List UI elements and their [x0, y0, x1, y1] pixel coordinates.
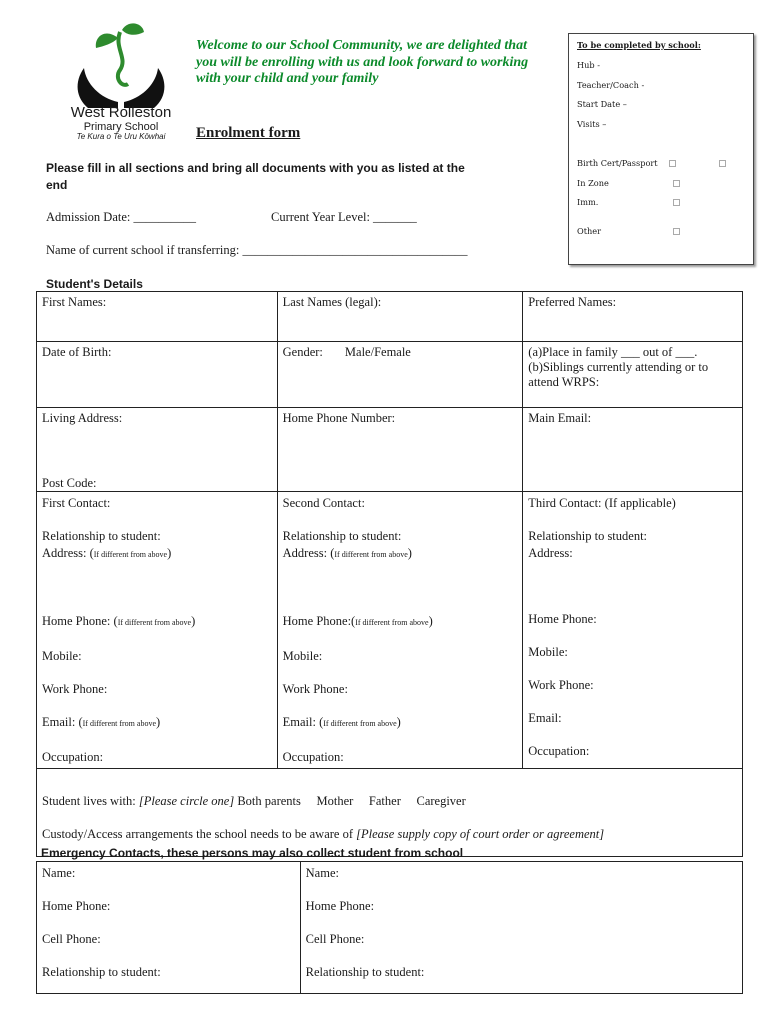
other-checkbox[interactable]	[673, 228, 680, 235]
relationship-label: Relationship to student:	[42, 529, 161, 543]
address-label: Address:	[528, 545, 573, 560]
last-names-cell[interactable]: Last Names (legal):	[277, 292, 523, 342]
hub-label: Hub -	[577, 60, 601, 70]
form-title: Enrolment form	[196, 125, 301, 141]
in-zone-label: In Zone	[577, 178, 609, 188]
custody-line: Custody/Access arrangements the school needs to be aware of [Please supply copy of court order or agreement]	[42, 827, 605, 841]
relationship-label: Relationship to student:	[42, 965, 161, 979]
work-phone-label: Work Phone:	[42, 681, 108, 696]
living-arrangements-cell[interactable]	[37, 769, 743, 857]
relationship-label: Relationship to student:	[282, 529, 402, 543]
plant-hands-icon	[56, 18, 186, 118]
imm-label: Imm.	[577, 197, 599, 207]
logo-motto: Te Kura o Te Uru Kōwhai	[76, 132, 166, 141]
gender-options[interactable]: Male/Female	[344, 345, 411, 359]
cell-phone-label: Cell Phone:	[42, 932, 101, 946]
emergency-contact-2[interactable]	[300, 862, 742, 994]
contact-heading: First Contact:	[42, 496, 111, 510]
home-phone-label: Home Phone:	[42, 899, 111, 913]
year-level-field[interactable]: Current Year Level: _______	[271, 210, 417, 224]
imm-checkbox[interactable]	[673, 199, 680, 206]
main-email-cell[interactable]: Main Email:	[523, 408, 743, 492]
home-phone-label: Home Phone:	[528, 611, 597, 626]
contact-heading: Second Contact:	[282, 496, 365, 510]
siblings: (b)Siblings currently attending or to attend WRPS:	[528, 360, 709, 389]
first-contact-cell[interactable]	[37, 492, 278, 769]
dob-cell[interactable]: Date of Birth:	[37, 342, 278, 408]
logo-name: West Rolleston	[70, 104, 172, 121]
school-logo	[56, 18, 186, 148]
work-phone-label: Work Phone:	[282, 681, 348, 696]
name-label: Name:	[305, 866, 339, 880]
email-label: Email: (If different from above)	[282, 714, 401, 729]
home-phone-label: Home Phone: (If different from above)	[42, 613, 196, 628]
address-label: Address: (If different from above)	[282, 545, 412, 560]
mobile-label: Mobile:	[42, 648, 82, 663]
teacher-label: Teacher/Coach -	[577, 80, 645, 90]
third-contact-cell[interactable]	[523, 492, 743, 769]
first-names-cell[interactable]: First Names:	[37, 292, 278, 342]
email-label: Email: (If different from above)	[42, 714, 161, 729]
birth-cert-label: Birth Cert/Passport	[577, 158, 658, 168]
start-date-label: Start Date –	[577, 99, 627, 109]
home-phone-cell[interactable]: Home Phone Number:	[277, 408, 523, 492]
visits-label: Visits –	[577, 119, 607, 129]
school-use-box	[568, 33, 754, 265]
lives-with-line: Student lives with: [Please circle one] Both parents Mother Father Caregiver	[42, 794, 466, 808]
home-phone-label: Home Phone:(If different from above)	[282, 613, 433, 628]
second-contact-cell[interactable]	[277, 492, 523, 769]
occupation-label: Occupation:	[282, 749, 344, 764]
emergency-heading: Emergency Contacts, these persons may also collect student from school	[41, 846, 464, 860]
current-school-field[interactable]: Name of current school if transferring: ____________________________________	[46, 243, 468, 257]
occupation-label: Occupation:	[42, 749, 104, 764]
birth-cert-checkbox[interactable]	[669, 160, 676, 167]
other-label: Other	[577, 226, 602, 236]
email-label: Email:	[528, 710, 562, 725]
instructions: Please fill in all sections and bring all documents with you as listed at the end	[46, 161, 465, 192]
occupation-label: Occupation:	[528, 743, 590, 758]
post-code-label: Post Code:	[42, 476, 97, 490]
school-box-heading: To be completed by school:	[577, 40, 701, 50]
emergency-contacts-table	[36, 861, 743, 994]
gender-cell[interactable]	[277, 342, 523, 408]
living-address-label: Living Address:	[42, 411, 123, 425]
name-label: Name:	[42, 866, 76, 880]
extra-checkbox[interactable]	[719, 160, 726, 167]
logo-subtitle: Primary School	[83, 121, 159, 133]
relationship-label: Relationship to student:	[305, 965, 425, 979]
emergency-contact-1[interactable]	[37, 862, 301, 994]
gender-label: Gender:	[282, 345, 323, 359]
address-cell[interactable]	[37, 408, 278, 492]
students-details-heading: Student's Details	[46, 277, 143, 291]
mobile-label: Mobile:	[282, 648, 323, 663]
relationship-label: Relationship to student:	[528, 529, 648, 543]
in-zone-checkbox[interactable]	[673, 180, 680, 187]
place-in-family: (a)Place in family ___ out of ___.	[528, 345, 698, 359]
work-phone-label: Work Phone:	[528, 677, 594, 692]
address-label: Address: (If different from above)	[42, 545, 172, 560]
home-phone-label: Home Phone:	[305, 899, 375, 913]
welcome-message: Welcome to our School Community, we are delighted that you will be enrolling with us and look forward to working with your child and your family	[196, 38, 529, 86]
lives-with-options[interactable]: Both parents Mother Father Caregiver	[237, 794, 466, 808]
student-details-table	[36, 291, 743, 857]
contact-heading: Third Contact: (If applicable)	[528, 496, 676, 510]
admission-date-field[interactable]: Admission Date: __________	[46, 210, 196, 224]
family-cell[interactable]	[523, 342, 743, 408]
preferred-names-cell[interactable]: Preferred Names:	[523, 292, 743, 342]
mobile-label: Mobile:	[528, 644, 568, 659]
cell-phone-label: Cell Phone:	[305, 932, 365, 946]
